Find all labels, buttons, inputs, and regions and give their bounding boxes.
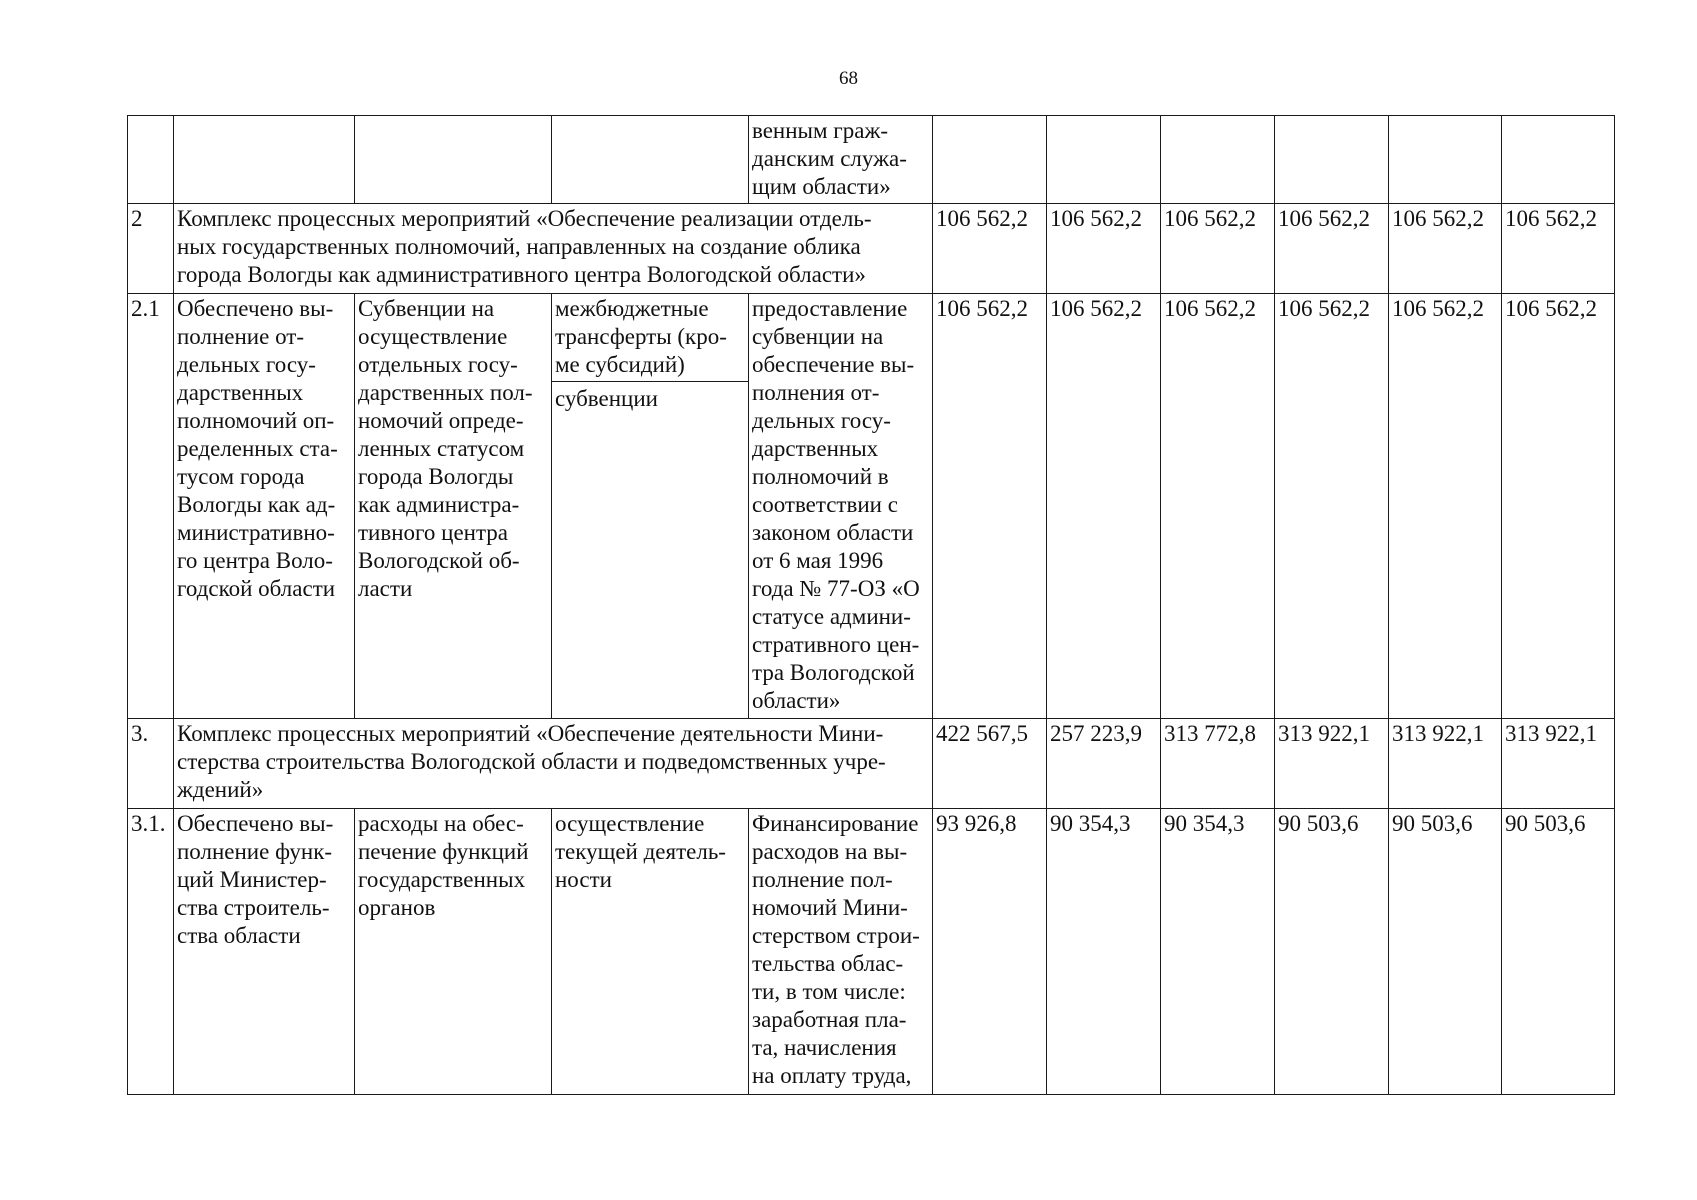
cell-value: 106 562,2 bbox=[1502, 204, 1615, 294]
cell-value bbox=[1275, 116, 1389, 204]
cell-description: предоставление субвенции на обеспечение вы- полнения от- дельных госу- дарственных полномочий в соответствии с законом области от 6 мая 1996 года № 77-ОЗ «О статусе админи- стративного цен- тра Вологодской области» bbox=[749, 294, 933, 719]
cell-num bbox=[128, 116, 174, 204]
cell-value: 90 503,6 bbox=[1275, 809, 1389, 1095]
cell-num: 2.1 bbox=[128, 294, 174, 719]
cell-value: 106 562,2 bbox=[1047, 204, 1161, 294]
cell-expense-type: осуществление текущей деятель- ности bbox=[552, 809, 749, 1095]
group-title: Комплекс процессных мероприятий «Обеспечение деятельности Мини- стерства строительства Вологодской области и подведомственных учре- ждений» bbox=[174, 719, 933, 809]
cell-value: 90 503,6 bbox=[1502, 809, 1615, 1095]
cell-task: Обеспечено вы- полнение функ- ций Министер- ства строитель- ства области bbox=[174, 809, 355, 1095]
table-row-group bbox=[128, 719, 1615, 809]
cell-value: 106 562,2 bbox=[1275, 294, 1389, 719]
cell-task bbox=[174, 116, 355, 204]
expense-type-sub: субвенции bbox=[555, 386, 658, 411]
cell-value bbox=[1502, 116, 1615, 204]
cell-value bbox=[933, 116, 1047, 204]
table-row-group bbox=[128, 204, 1615, 294]
cell-description: Финансирование расходов на вы- полнение пол- номочий Мини- стерством строи- тельства облас- ти, в том числе: заработная пла- та, начисления на оплату труда, bbox=[749, 809, 933, 1095]
table-row-continuation bbox=[128, 116, 1615, 204]
cell-value: 106 562,2 bbox=[1502, 294, 1615, 719]
expense-type-split bbox=[552, 294, 748, 413]
cell-expense-type bbox=[552, 294, 749, 719]
cell-value: 313 922,1 bbox=[1275, 719, 1389, 809]
cell-num: 2 bbox=[128, 204, 174, 294]
table-row-item bbox=[128, 294, 1615, 719]
cell-value: 90 354,3 bbox=[1047, 809, 1161, 1095]
expense-type-main: межбюджетные трансферты (кро- ме субсидий) bbox=[552, 294, 748, 382]
cell-value bbox=[1047, 116, 1161, 204]
cell-value: 106 562,2 bbox=[1047, 294, 1161, 719]
cell-value: 257 223,9 bbox=[1047, 719, 1161, 809]
table-row-item bbox=[128, 809, 1615, 1095]
budget-table bbox=[127, 115, 1615, 1095]
cell-value: 106 562,2 bbox=[1389, 294, 1502, 719]
cell-expense-type bbox=[552, 116, 749, 204]
cell-task: Обеспечено вы- полнение от- дельных госу- дарственных полномочий оп- ределенных ста- тусом города Вологды как ад- министративно- го центра Воло- годской области bbox=[174, 294, 355, 719]
cell-value: 106 562,2 bbox=[1161, 204, 1275, 294]
cell-value: 106 562,2 bbox=[933, 204, 1047, 294]
cell-value: 106 562,2 bbox=[1389, 204, 1502, 294]
cell-num: 3.1. bbox=[128, 809, 174, 1095]
cell-value: 106 562,2 bbox=[1275, 204, 1389, 294]
cell-value: 313 772,8 bbox=[1161, 719, 1275, 809]
cell-value bbox=[1389, 116, 1502, 204]
cell-direction: расходы на обес- печение функций государственных органов bbox=[355, 809, 552, 1095]
cell-num: 3. bbox=[128, 719, 174, 809]
cell-description: венным граж- данским служа- щим области» bbox=[749, 116, 933, 204]
page-number: 68 bbox=[839, 68, 858, 89]
cell-value: 106 562,2 bbox=[1161, 294, 1275, 719]
cell-value: 313 922,1 bbox=[1502, 719, 1615, 809]
cell-value: 106 562,2 bbox=[933, 294, 1047, 719]
cell-direction: Субвенции на осуществление отдельных госу- дарственных пол- номочий опреде- ленных статусом города Вологды как администра- тивного центра Вологодской об- ласти bbox=[355, 294, 552, 719]
cell-direction bbox=[355, 116, 552, 204]
cell-value: 90 503,6 bbox=[1389, 809, 1502, 1095]
cell-value bbox=[1161, 116, 1275, 204]
cell-value: 90 354,3 bbox=[1161, 809, 1275, 1095]
cell-value: 422 567,5 bbox=[933, 719, 1047, 809]
cell-value: 313 922,1 bbox=[1389, 719, 1502, 809]
cell-value: 93 926,8 bbox=[933, 809, 1047, 1095]
group-title: Комплекс процессных мероприятий «Обеспечение реализации отдель- ных государственных полномочий, направленных на создание облика города Вологды как административного центра Вологодской области» bbox=[174, 204, 933, 294]
